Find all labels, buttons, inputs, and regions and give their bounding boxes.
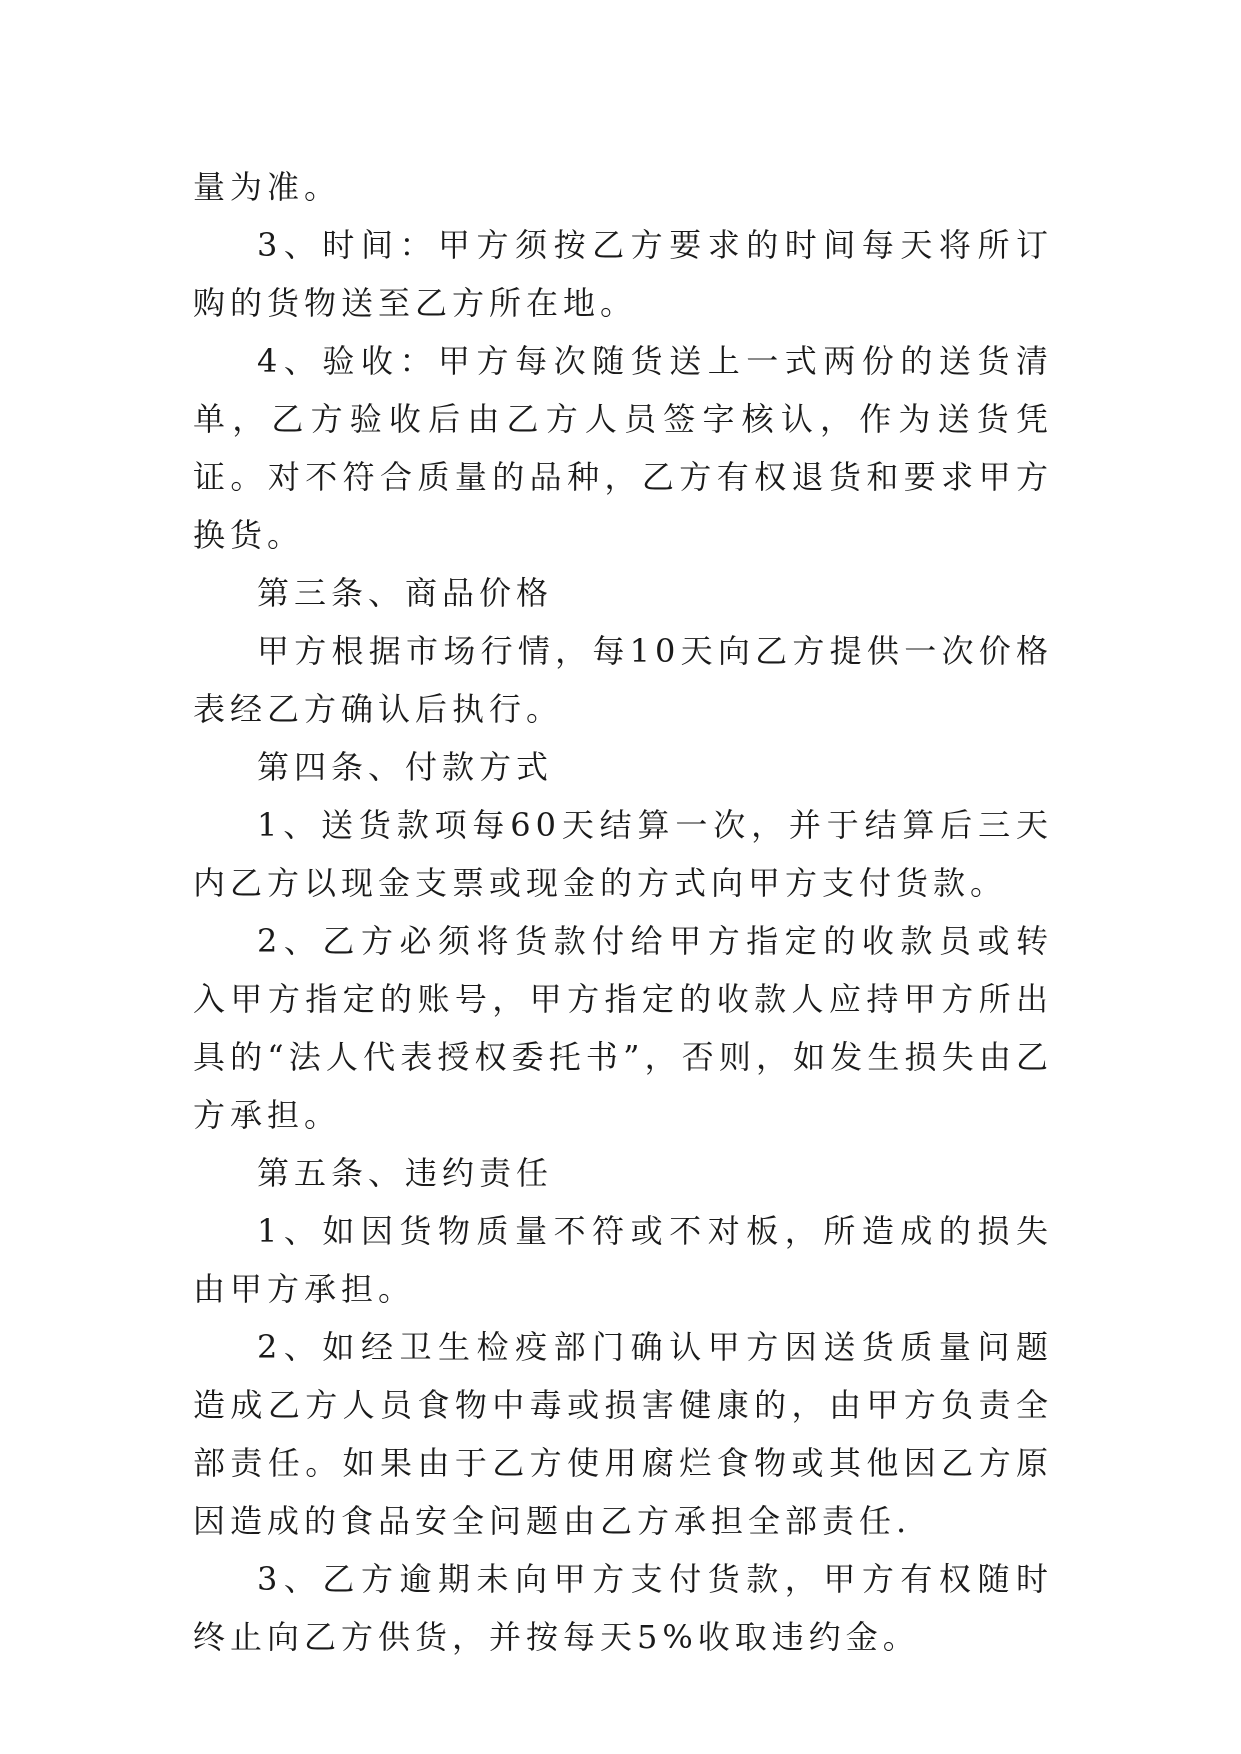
paragraph-liability-1: 1、如因货物质量不符或不对板，所造成的损失由甲方承担。 (193, 1212, 1053, 1308)
paragraph-payment-1: 1、送货款项每60天结算一次，并于结算后三天内乙方以现金支票或现金的方式向甲方支付货款。 (193, 806, 1053, 902)
paragraph-continuation: 量为准。 (193, 168, 342, 206)
paragraph-liability-3: 3、乙方逾期未向甲方支付货款，甲方有权随时终止向乙方供货，并按每天5%收取违约金。 (193, 1560, 1053, 1656)
paragraph-price: 甲方根据市场行情，每10天向乙方提供一次价格表经乙方确认后执行。 (193, 632, 1053, 728)
paragraph-clause-time: 3、时间：甲方须按乙方要求的时间每天将所订购的货物送至乙方所在地。 (193, 226, 1053, 322)
section-heading-liability: 第五条、违约责任 (257, 1154, 554, 1192)
paragraph-liability-2: 2、如经卫生检疫部门确认甲方因送货质量问题造成乙方人员食物中毒或损害健康的，由甲方负责全部责任。如果由于乙方使用腐烂食物或其他因乙方原因造成的食品安全问题由乙方承担全部责任. (193, 1328, 1053, 1540)
section-heading-price: 第三条、商品价格 (257, 574, 554, 612)
document-body (193, 158, 1053, 1666)
paragraph-clause-acceptance: 4、验收：甲方每次随货送上一式两份的送货清单，乙方验收后由乙方人员签字核认，作为送货凭证。对不符合质量的品种，乙方有权退货和要求甲方换货。 (193, 342, 1053, 554)
paragraph-payment-2: 2、乙方必须将货款付给甲方指定的收款员或转入甲方指定的账号，甲方指定的收款人应持甲方所出具的“法人代表授权委托书”，否则，如发生损失由乙方承担。 (193, 922, 1053, 1134)
section-heading-payment: 第四条、付款方式 (257, 748, 554, 786)
